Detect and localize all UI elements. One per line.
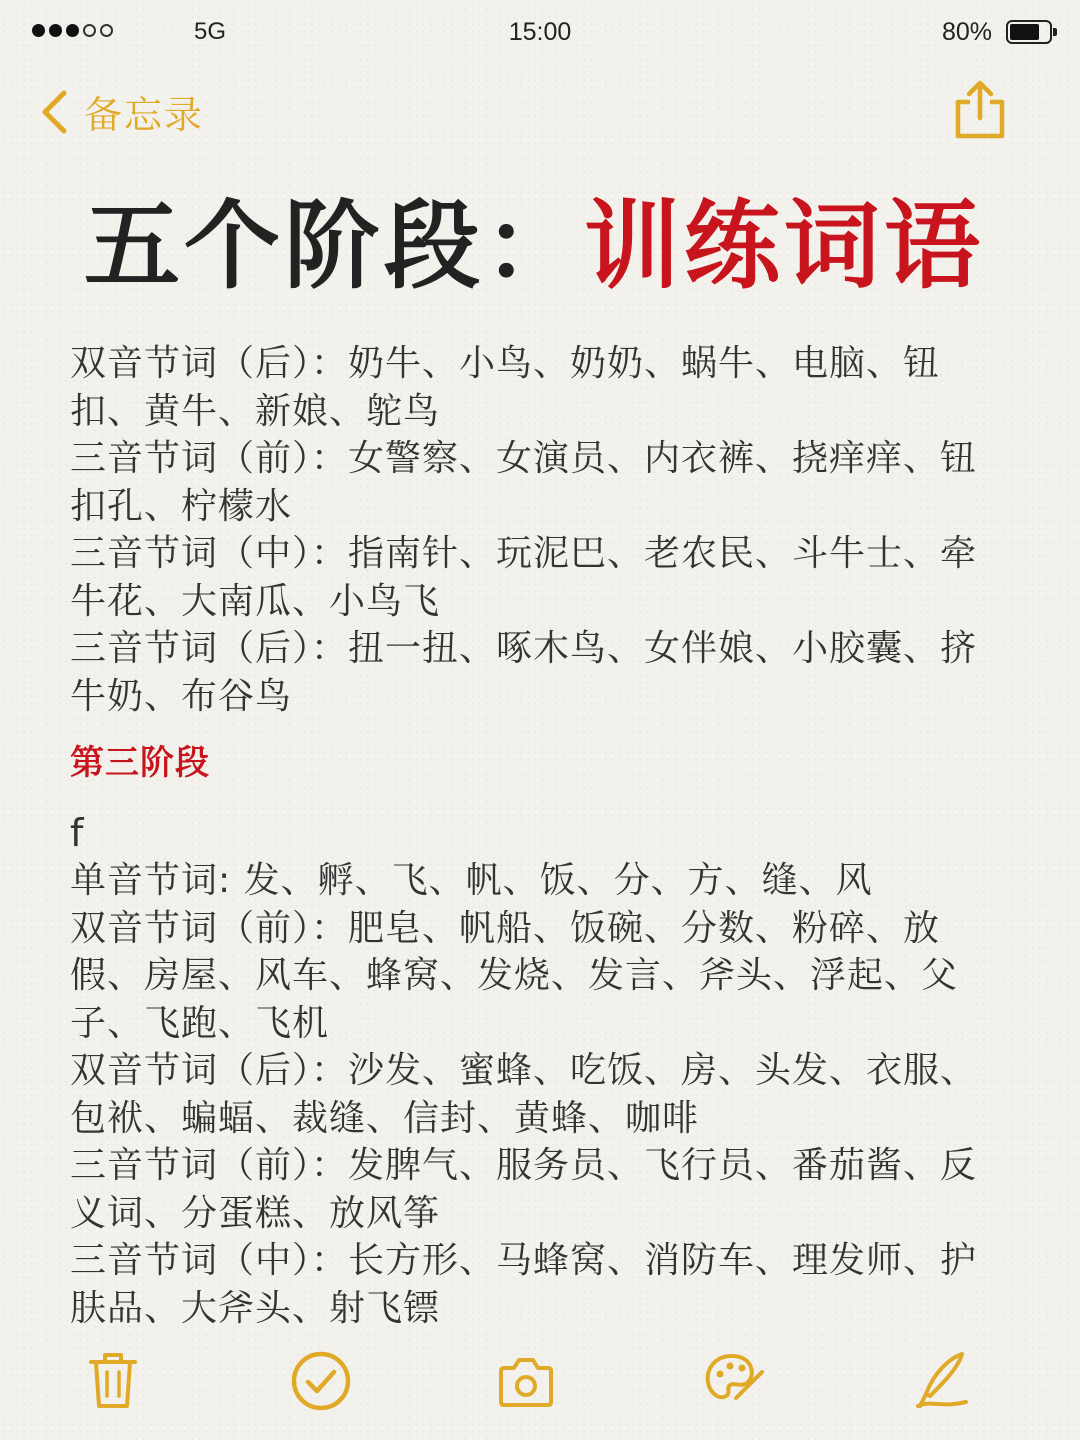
delete-button[interactable] xyxy=(88,1350,138,1414)
battery-percent: 80% xyxy=(941,18,992,46)
network-type: 5G xyxy=(194,18,227,45)
camera-icon xyxy=(498,1350,554,1410)
markup-button[interactable] xyxy=(702,1350,766,1414)
title-highlight: 训练词语 xyxy=(584,190,984,302)
battery-fill xyxy=(1010,24,1039,40)
note-line: 双音节词（后）：奶牛、小鸟、奶奶、蜗牛、电脑、钮扣、黄牛、新娘、鸵鸟 xyxy=(70,343,941,432)
checklist-button[interactable] xyxy=(290,1350,352,1416)
compose-button[interactable] xyxy=(914,1350,970,1414)
note-line: 三音节词（前）：发脾气、服务员、飞行员、番茄酱、反义词、分蛋糕、放风筝 xyxy=(70,1145,978,1234)
share-icon xyxy=(952,80,1008,140)
checklist-icon xyxy=(290,1350,352,1412)
status-bar xyxy=(0,0,1080,68)
title-prefix: 五个阶段： xyxy=(84,190,584,302)
compose-icon xyxy=(914,1350,970,1410)
letter-heading: f xyxy=(70,810,85,855)
note-body[interactable] xyxy=(70,340,990,1332)
markup-icon xyxy=(702,1350,766,1410)
section-heading: 第三阶段 xyxy=(70,743,210,783)
note-line: 双音节词（后）：沙发、蜜蜂、吃饭、房、头发、衣服、包袱、蝙蝠、裁缝、信封、黄蜂、咖啡 xyxy=(70,1050,978,1139)
back-label: 备忘录 xyxy=(84,93,205,137)
battery-icon xyxy=(1006,20,1052,44)
page-title xyxy=(84,186,1044,306)
back-button[interactable] xyxy=(40,84,204,139)
clock: 15:00 xyxy=(508,18,572,46)
share-button[interactable] xyxy=(952,80,1008,144)
note-line: 三音节词（中）：长方形、马蜂窝、消防车、理发师、护肤品、大斧头、射飞镖 xyxy=(70,1240,978,1329)
trash-icon xyxy=(88,1350,138,1410)
note-line: 三音节词（前）：女警察、女演员、内衣裤、挠痒痒、钮扣孔、柠檬水 xyxy=(70,438,978,527)
bottom-toolbar xyxy=(0,1350,1080,1426)
chevron-left-icon xyxy=(40,89,68,135)
note-line: 单音节词: 发、孵、飞、帆、饭、分、方、缝、风 xyxy=(70,860,873,901)
note-line: 三音节词（后）：扭一扭、啄木鸟、女伴娘、小胶囊、挤牛奶、布谷鸟 xyxy=(70,628,978,717)
note-line: 三音节词（中）：指南针、玩泥巴、老农民、斗牛士、牵牛花、大南瓜、小鸟飞 xyxy=(70,533,978,622)
camera-button[interactable] xyxy=(498,1350,554,1414)
navigation-bar xyxy=(0,80,1080,144)
note-line: 双音节词（前）：肥皂、帆船、饭碗、分数、粉碎、放假、房屋、风车、蜂窝、发烧、发言、斧头、浮起、父子、飞跑、飞机 xyxy=(70,907,959,1044)
